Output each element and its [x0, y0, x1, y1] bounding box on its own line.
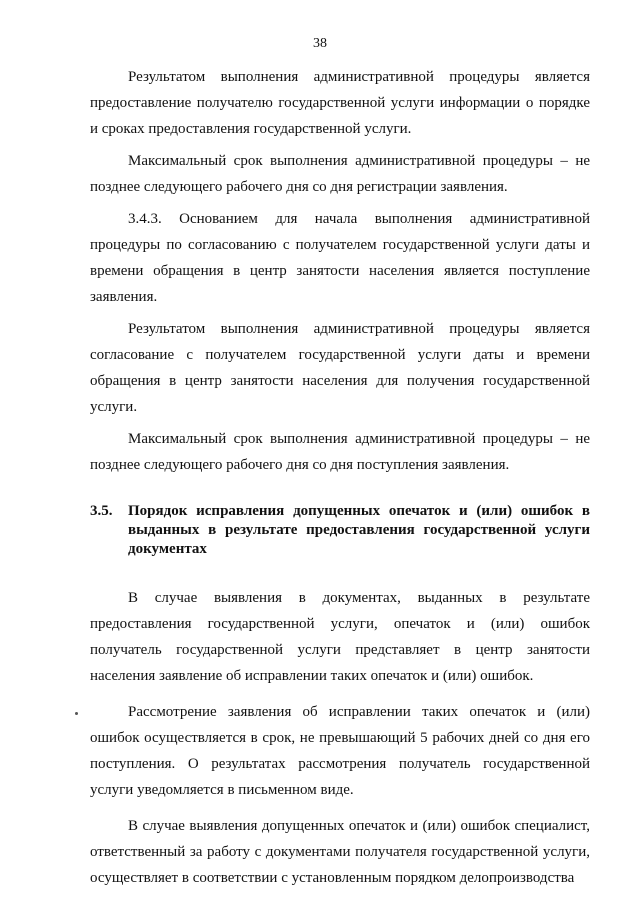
paragraph: Результатом выполнения административной процедуры является предоставление получателю государственной услуги информации о порядке и сроках предоставления государственной услуги. — [90, 69, 590, 137]
section-number: 3.5. — [90, 503, 113, 519]
section-heading — [90, 502, 590, 559]
section-title: Порядок исправления допущенных опечаток и (или) ошибок в выданных в результате предоставления государственной услуги документах — [128, 503, 590, 557]
paragraph: Максимальный срок выполнения административной процедуры – не позднее следующего рабочего дня со дня регистрации заявления. — [90, 153, 590, 195]
paragraph: Максимальный срок выполнения административной процедуры – не позднее следующего рабочего дня со дня поступления заявления. — [90, 431, 590, 473]
paragraph: 3.4.3. Основанием для начала выполнения административной процедуры по согласованию с получателем государственной услуги даты и времени обращения в центр занятости населения является поступление заявления. — [90, 211, 590, 305]
paragraph: Рассмотрение заявления об исправлении таких опечаток и (или) ошибок осуществляется в срок, не превышающий 5 рабочих дней со дня его поступления. О результатах рассмотрения получатель государственной услуги уведомляется в письменном виде. — [90, 704, 590, 798]
page-number: 38 — [313, 36, 327, 51]
document-body — [90, 64, 590, 901]
paragraph: В случае выявления допущенных опечаток и (или) ошибок специалист, ответственный за работу с документами получателя государственной услуги, осуществляет в соответствии с установленным порядком делопроизводства — [90, 818, 590, 886]
paragraph: Результатом выполнения административной процедуры является согласование с получателем государственной услуги даты и времени обращения в центр занятости населения для получения государственной услуги. — [90, 321, 590, 415]
paragraph: В случае выявления в документах, выданных в результате предоставления государственной услуги, опечаток и (или) ошибок получатель государственной услуги представляет в центр занятости населения заявление об исправлении таких опечаток и (или) ошибок. — [90, 590, 590, 684]
scan-speck — [75, 712, 78, 715]
